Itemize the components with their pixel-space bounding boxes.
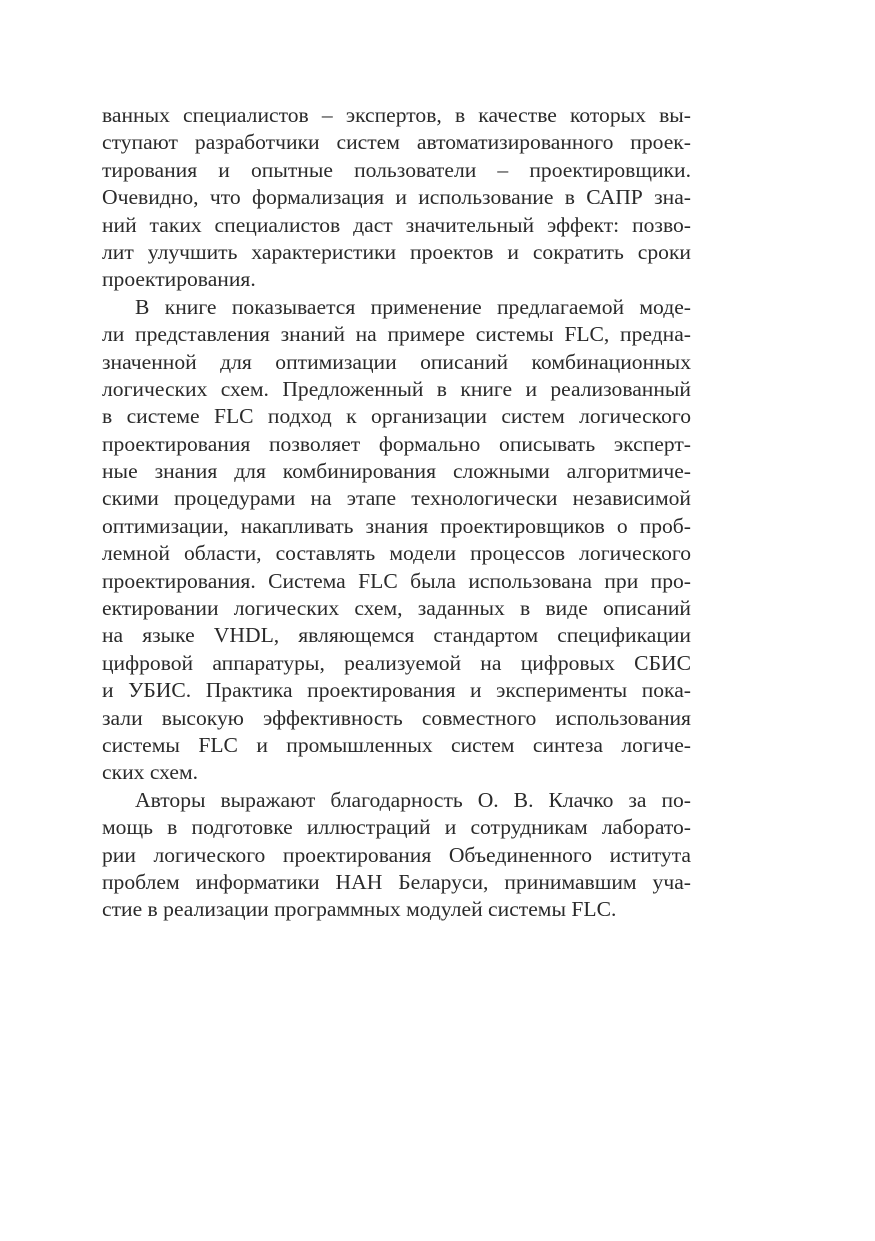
text-line: скими процедурами на этапе технологически независимой (102, 486, 691, 511)
paragraph-3 (102, 787, 691, 924)
text-line: Авторы выражают благодарность О. В. Клачко за по- (135, 787, 691, 812)
text-line: оптимизации, накапливать знания проектировщиков о проб- (102, 513, 691, 538)
text-line: проектирования. Система FLC была использована при про- (102, 568, 691, 593)
text-line: мощь в подготовке иллюстраций и сотрудникам лаборато- (102, 815, 691, 840)
text-line: ских схем. (102, 760, 199, 785)
text-line: лемной области, составлять модели процессов логического (102, 541, 691, 566)
text-line: ектировании логических схем, заданных в виде описаний (102, 596, 691, 621)
text-line: ступают разработчики систем автоматизированного проек- (102, 130, 691, 155)
text-line: В книге показывается применение предлагаемой моде- (135, 294, 691, 319)
text-line: зали высокую эффективность совместного использования (102, 705, 691, 730)
text-line: лит улучшить характеристики проектов и сократить сроки (102, 239, 691, 264)
text-line: ванных специалистов – экспертов, в качестве которых вы- (102, 103, 691, 127)
text-line: Очевидно, что формализация и использование в САПР зна- (102, 185, 691, 210)
text-line: системы FLC и промышленных систем синтеза логиче- (102, 732, 691, 757)
text-line: на языке VHDL, являющемся стандартом спецификации (102, 623, 691, 648)
text-line: стие в реализации программных модулей системы FLC. (102, 897, 617, 922)
text-line: рии логического проектирования Объединенного иститута (102, 842, 691, 867)
text-line: логических схем. Предложенный в книге и реализованный (102, 376, 691, 401)
text-line: ний таких специалистов даст значительный эффект: позво- (102, 212, 691, 237)
text-line: значенной для оптимизации описаний комбинационных (102, 349, 691, 374)
text-line: тирования и опытные пользователи – проектировщики. (102, 157, 691, 182)
text-line: ные знания для комбинирования сложными алгоритмиче- (102, 459, 691, 484)
text-line: цифровой аппаратуры, реализуемой на цифровых СБИС (102, 650, 691, 675)
text-line: в системе FLC подход к организации систем логического (102, 404, 691, 429)
body-text (102, 102, 691, 924)
text-line: ли представления знаний на примере системы FLC, предна- (102, 322, 691, 347)
text-line: и УБИС. Практика проектирования и эксперименты пока- (102, 678, 691, 703)
paragraph-2 (102, 294, 691, 787)
text-line: проектирования. (102, 267, 256, 292)
text-line: проектирования позволяет формально описывать эксперт- (102, 431, 691, 456)
text-line: проблем информатики НАН Беларуси, принимавшим уча- (102, 869, 691, 894)
paragraph-1 (102, 102, 691, 294)
